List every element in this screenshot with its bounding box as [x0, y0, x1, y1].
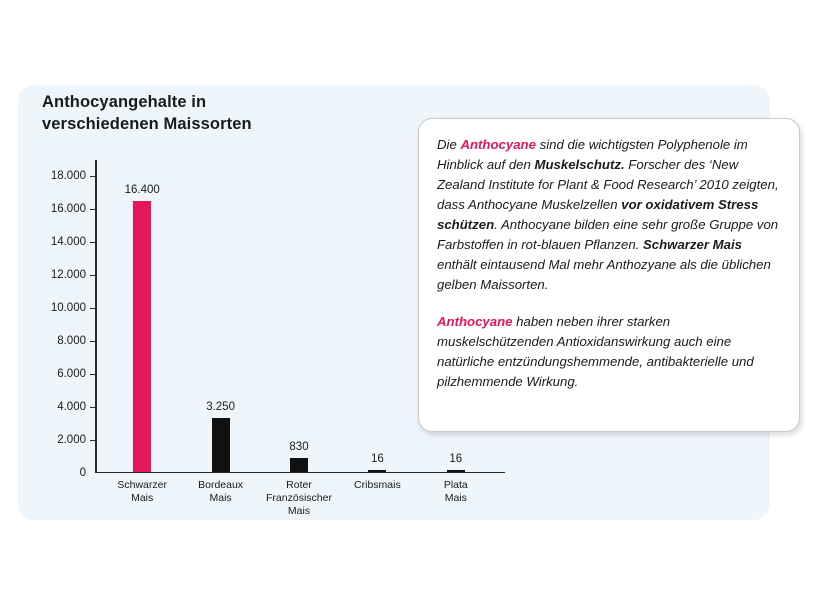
- callout-p1-seg5: enthält eintausend Mal mehr Anthozyane als die üblichen gelben Maissorten.: [437, 257, 771, 293]
- info-callout-box: [418, 118, 800, 432]
- chart-title-line-1: Anthocyangehalte in: [42, 93, 207, 111]
- y-tick-label: 2.000: [57, 434, 86, 447]
- bar-group: [257, 161, 341, 517]
- y-tick-label: 16.000: [50, 203, 86, 216]
- callout-p1-bold-muskelschutz: Muskelschutz.: [534, 157, 625, 173]
- y-tick-label: 14.000: [50, 236, 86, 249]
- chart-title-line-2: verschiedenen Maissorten: [42, 114, 252, 133]
- bar-group: [179, 161, 263, 504]
- y-tick-label: 10.000: [50, 302, 86, 315]
- bar-value-label: 16: [370, 452, 384, 465]
- bar: [290, 458, 308, 472]
- callout-p1-seg3: Forscher des ‘New Zealand Institute for Plant & Food Research’ 2010 zeigten, dass Anthocyane Muskelzellen: [437, 157, 779, 213]
- bar-value-label: 830: [289, 440, 309, 453]
- callout-p1-bold-oxidativer-stress: vor oxidativem Stress schützen: [437, 197, 759, 233]
- y-tick-label: 18.000: [50, 170, 86, 183]
- y-tick-mark: [90, 275, 95, 276]
- bar-group: [100, 161, 184, 504]
- bar: [212, 418, 230, 472]
- bar-group: [335, 161, 419, 491]
- callout-p1-highlight-anthocyane: Anthocyane: [460, 137, 536, 152]
- y-tick-mark: [90, 308, 95, 309]
- x-category-label-line: Französischer: [266, 491, 332, 504]
- x-category-label-line: Roter: [286, 478, 312, 491]
- x-category-label-line: Plata: [443, 478, 468, 491]
- y-tick-label: 6.000: [57, 368, 86, 381]
- x-axis: [95, 472, 505, 474]
- y-axis: [95, 160, 97, 473]
- x-category-label-line: Bordeaux: [198, 478, 244, 491]
- x-category-label-line: Mais: [131, 491, 154, 504]
- x-category-label-line: Mais: [444, 491, 467, 504]
- callout-p1-seg2: sind die wichtigsten Polyphenole im Hinblick auf den: [437, 137, 748, 173]
- bar: [447, 470, 465, 472]
- chart-title: [42, 92, 402, 136]
- y-tick-mark: [90, 209, 95, 210]
- y-tick-label: 4.000: [57, 401, 86, 414]
- x-category-label-line: Cribsmais: [354, 478, 401, 491]
- callout-p1-seg1: Die: [437, 137, 461, 152]
- bar-value-label: 3.250: [206, 400, 235, 413]
- bar-value-label: 16.400: [124, 184, 160, 197]
- y-tick-mark: [90, 176, 95, 177]
- callout-p2-highlight-anthocyane: Anthocyane: [437, 313, 513, 329]
- y-tick-label: 0: [79, 467, 86, 479]
- y-tick-label: 8.000: [57, 335, 86, 348]
- bar: [133, 201, 151, 471]
- y-tick-mark: [90, 341, 95, 342]
- callout-p2-seg1: haben neben ihrer starken muskelschützenden Antioxidanswirkung auch eine natürliche entzündungshemmende, antibakterielle und pilzhemmende Wirkung.: [437, 313, 754, 389]
- callout-paragraph-1: [437, 135, 781, 296]
- y-tick-mark: [90, 407, 95, 408]
- x-category-label-line: Mais: [209, 491, 232, 504]
- y-tick-mark: [90, 242, 95, 243]
- x-category-label-line: Schwarzer: [117, 478, 167, 491]
- bar: [368, 470, 386, 472]
- x-category-label-line: Mais: [287, 504, 311, 517]
- y-tick-mark: [90, 374, 95, 375]
- y-tick-mark: [90, 440, 95, 441]
- callout-paragraph-2: [437, 312, 781, 392]
- callout-p1-seg4: . Anthocyane bilden eine sehr große Gruppe von Farbstoffen in rot-blauen Pflanzen.: [437, 217, 779, 253]
- callout-p1-bold-schwarzer-mais: Schwarzer Mais: [643, 237, 742, 253]
- y-tick-label: 12.000: [50, 269, 86, 282]
- x-category-label: [406, 479, 506, 505]
- bar-value-label: 16: [449, 452, 463, 465]
